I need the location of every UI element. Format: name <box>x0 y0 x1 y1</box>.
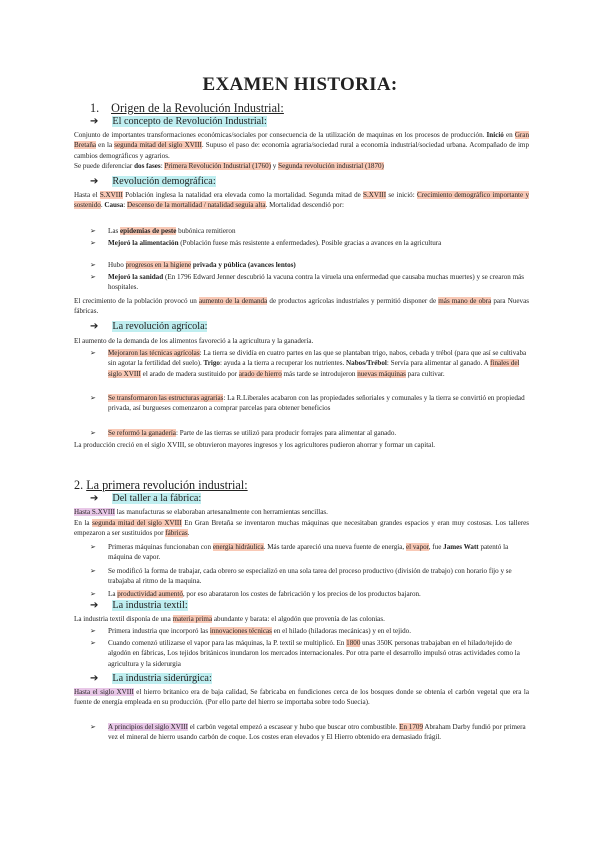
list-item: ➢ Se reformó la ganadería: Parte de las tierras se utilizó para producir forrajes para alimentar al ganado. <box>90 429 397 437</box>
paragraph-concept-1: Conjunto de importantes transformaciones económicas/sociales por consecuencia de la utilización de maquinas en los procesos de producción. Inició en Gran Bretaña en la segunda mitad del siglo XVIII. Supuso el paso de: economía agraria/sociedad rural a economía industrial/sociedad urbana. Acompañado de imp cambios demográficos y agrarios. <box>74 131 529 160</box>
subheading-concept-label: El concepto de Revolución Industrial: <box>112 116 267 127</box>
arrow-icon: ➔ <box>90 493 99 504</box>
list-item: ➢ A principios del siglo XVIII el carbón vegetal empezó a escasear y hubo que buscar otro combustible. En 1709 Abraham Darby fundió por primera vez el mineral de hierro usando carbón de coque. Los costes eran elevados y El Hierro obtenido era demasiado frágil. <box>90 723 526 742</box>
subheading-agriculture-label: La revolución agrícola: <box>112 321 208 332</box>
subheading-steel-label: La industria siderúrgica: <box>112 673 212 684</box>
bullet-icon: ➢ <box>90 590 96 598</box>
bullet-icon: ➢ <box>90 227 96 235</box>
list-item: ➢ Se transformaron las estructuras agrarias: La R.Liberales acabaron con las propiedades señoriales y comunales y la tierra se convirtió en propiedad privada, así burgueses comenzaron a comprar parcelas para obtener beneficios <box>90 394 525 413</box>
section-2-number: 2. <box>74 478 84 492</box>
list-item: ➢ La productividad aumentó, por eso abarataron los costes de fabricación y los precios de los productos bajaron. <box>90 590 421 598</box>
page-title: EXAMEN HISTORIA: <box>202 74 398 95</box>
subheading-textile <box>90 600 188 611</box>
section-1-title: Origen de la Revolución Industrial: <box>111 101 284 115</box>
subheading-textile-label: La industria textil: <box>112 600 188 611</box>
subheading-agriculture <box>90 321 207 332</box>
paragraph-workshop-2: En la segunda mitad del siglo XVIII En Gran Bretaña se inventaron muchas máquinas que necesitaban grandes espacios y eran muy costosas. Los talleres empezaron a ser sustituidos por fábricas. <box>74 519 529 538</box>
list-item: ➢ Primeras máquinas funcionaban con energía hidráulica. Más tarde apareció una nueva fuente de energía, el vapor, fue James Watt patentó la máquina de vapor. <box>90 543 509 562</box>
list-item: ➢ Mejoró la sanidad (En 1796 Edward Jenner descubrió la vacuna contra la viruela una enfermedad que causaba muchas muertes) y se crearon más hospitales. <box>90 273 525 292</box>
paragraph-agriculture-1: El aumento de la demanda de los alimentos favoreció a la agricultura y la ganadería. <box>74 337 314 345</box>
section-1-heading <box>90 101 284 116</box>
bullet-icon: ➢ <box>90 723 96 731</box>
arrow-icon: ➔ <box>90 176 99 187</box>
subheading-demography-label: Revolución demográfica: <box>112 176 216 187</box>
arrow-icon: ➔ <box>90 321 99 332</box>
section-1-number: 1. <box>90 101 100 115</box>
paragraph-steel-1: Hasta el siglo XVIII el hierro britanico era de baja calidad, Se fabricaba en fundiciones cerca de los bosques donde se obtenía el carbón vegetal que era la fuente de energía empleada en su producción. (Por ello parte del hierro se importaba sobre todo Suecia). <box>74 688 529 707</box>
arrow-icon: ➔ <box>90 600 99 611</box>
paragraph-demography-2: El crecimiento de la población provocó un aumento de la demanda de productos agrícolas industriales y permitió disponer de más mano de obra para Nuevas fábricas. <box>74 297 529 316</box>
list-item: ➢ Las epidemias de peste bubónica remitieron <box>90 227 236 235</box>
bullet-icon: ➢ <box>90 261 96 269</box>
arrow-icon: ➔ <box>90 673 99 684</box>
paragraph-textile-1: La industria textil disponía de una materia prima abundante y barata: el algodón que provenía de las colonias. <box>74 615 385 623</box>
bullet-icon: ➢ <box>90 273 96 281</box>
subheading-workshop <box>90 493 201 504</box>
list-item: ➢ Hubo progresos en la higiene privada y pública (avances lentos) <box>90 261 296 269</box>
paragraph-agriculture-2: La producción creció en el siglo XVIII, se obtuvieron mayores ingresos y los agricultores pudieron ahorrar y formar un capital. <box>74 441 436 449</box>
subheading-demography <box>90 176 216 187</box>
paragraph-concept-2: Se puede diferenciar dos fases: Primera Revolución Industrial (1760) y Segunda revolución industrial (1870) <box>74 162 384 170</box>
section-2-title: La primera revolución industrial: <box>86 478 248 492</box>
bullet-icon: ➢ <box>90 627 96 635</box>
bullet-icon: ➢ <box>90 567 96 575</box>
subheading-concept <box>90 116 267 127</box>
bullet-icon: ➢ <box>90 429 96 437</box>
arrow-icon: ➔ <box>90 116 99 127</box>
bullet-icon: ➢ <box>90 543 96 551</box>
list-item: ➢ Mejoraron las técnicas agrícolas: La tierra se dividía en cuatro partes en las que se plantaban trigo, nabos, cebada y trébol (para que así se cultivaba sin agotar la fertilidad del suelo). Trigo: ayuda a la tierra a recuperar los nutrientes. Nabos/Trébol: Servía para alimentar al ganado. A finales del siglo XVIII el arado de madera sustituido por arado de hierro más tarde se introdujeron nuevas máquinas para cultivar. <box>90 349 527 378</box>
list-item: ➢ Primera industria que incorporó las innovaciones técnicas en el hilado (hiladoras mecánicas) y en el tejido. <box>90 627 411 635</box>
list-item: ➢ Mejoró la alimentación (Población fuese más resistente a enfermedades). Posible gracias a avances en la agricultura <box>90 239 442 247</box>
subheading-workshop-label: Del taller a la fábrica: <box>112 493 202 504</box>
bullet-icon: ➢ <box>90 394 96 402</box>
paragraph-workshop-1: Hasta S.XVIII las manufacturas se elaboraban artesanalmente con herramientas sencillas. <box>74 508 328 516</box>
list-item: ➢ Se modificó la forma de trabajar, cada obrero se especializó en una sola tarea del proceso productivo (división de trabajo) con horario fijo y se trabajaba al ritmo de la maquina. <box>90 567 512 586</box>
paragraph-demography-1: Hasta el S.XVIII Población inglesa la natalidad era elevada como la mortalidad. Segunda mitad de S.XVIII se inició: Crecimiento demográfico importante y sostenido. Causa: Descenso de la mortalidad / natalidad seguía alta. Mortalidad descendió por: <box>74 191 529 210</box>
list-item: ➢ Cuando comenzó utilizarse el vapor para las máquinas, la P. textil se multiplicó. En 1800 unas 350K personas trabajaban en el hilado/tejido de algodón en fábricas, Los tejidos británicos inundaron los mercados internacionales. Por otra parte el desarrollo impulsó otras actividades como la agricultura y la siderurgia <box>90 639 520 668</box>
bullet-icon: ➢ <box>90 639 96 647</box>
bullet-icon: ➢ <box>90 239 96 247</box>
section-2-heading <box>74 478 248 493</box>
subheading-steel <box>90 673 212 684</box>
bullet-icon: ➢ <box>90 349 96 357</box>
